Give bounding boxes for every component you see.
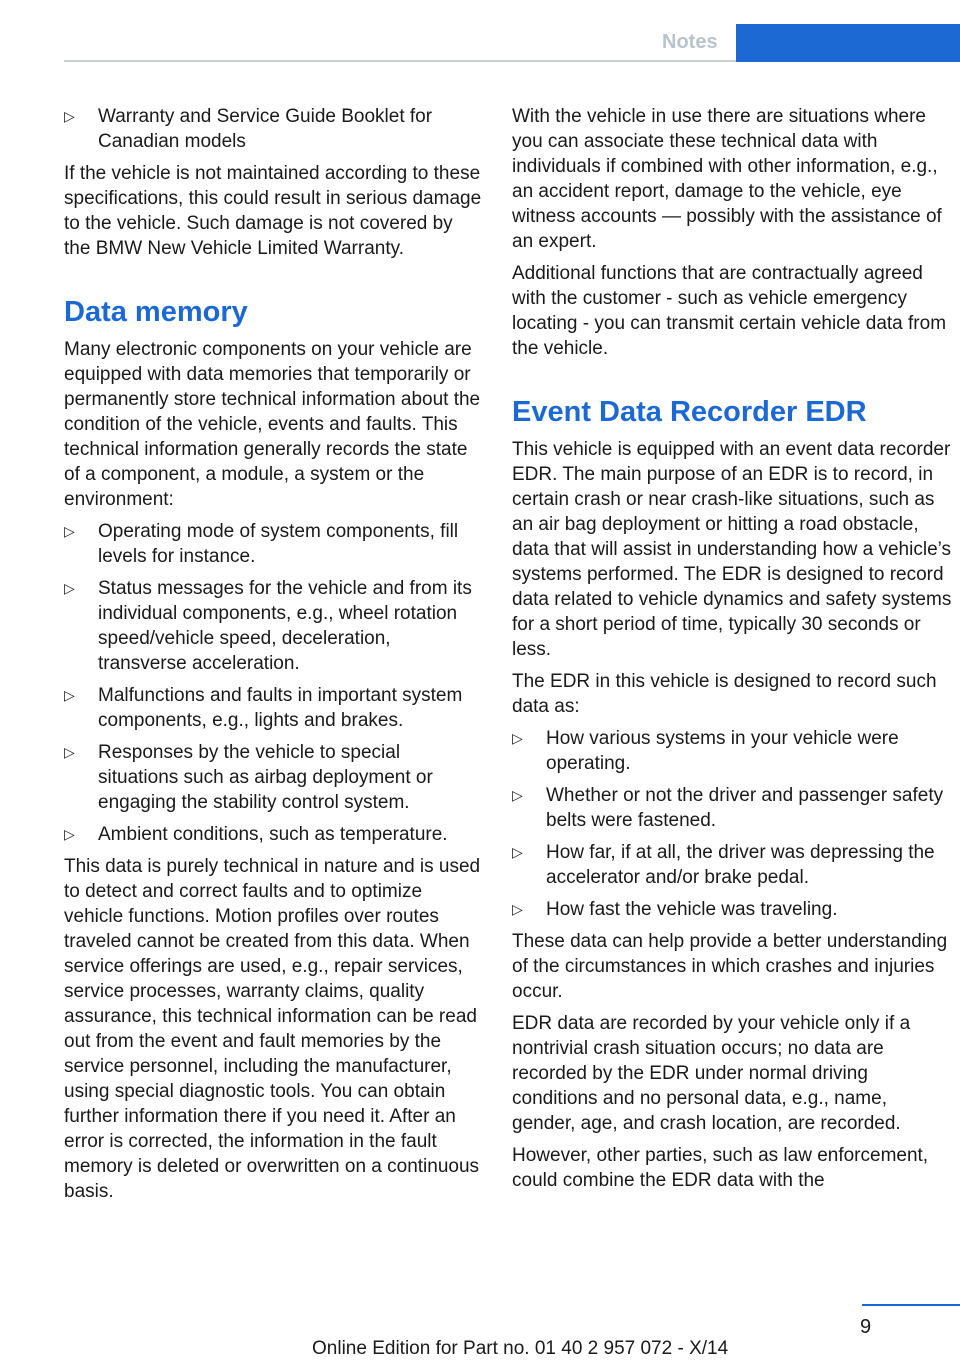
paragraph-association: With the vehicle in use there are situations where you can associate these technical data with individuals if combined with other information, e.g., an accident report, damage to the vehicle, eye witness accounts — possibly with the assistance of an expert. [512,106,942,252]
triangle-bullet-icon: ▷ [512,787,523,803]
list-item: ▷ Responses by the vehicle to special situations such as airbag deployment or engaging the stability control system. [64,742,433,813]
bullet-list-top [64,104,482,154]
list-item: ▷ How far, if at all, the driver was depressing the accelerator and/or brake pedal. [512,842,935,888]
page-number: 9 [860,1316,872,1338]
list-item: ▷ How various systems in your vehicle were operating. [512,728,899,774]
section-label: Notes [662,31,718,53]
heading-data-memory: Data memory [64,296,248,328]
bullet-list-data-memory [64,519,482,847]
paragraph-warranty: If the vehicle is not maintained according to these specifications, this could result in serious damage to the vehicle. Such damage is not covered by the BMW New Vehicle Limited Warranty. [64,163,482,259]
bullet-list-edr [512,726,952,922]
triangle-bullet-icon: ▷ [64,523,75,539]
paragraph-data-memory-intro: Many electronic components on your vehicle are equipped with data memories that temporarily or permanently store technical information about the condition of the vehicle, events and faults. This technical information generally records the state of a component, a module, a system or the environment: [64,339,481,510]
right-column [512,104,952,1200]
paragraph-understanding: These data can help provide a better understanding of the circumstances in which crashes and injuries occur. [512,931,948,1002]
triangle-bullet-icon: ▷ [512,901,523,917]
header-rule [64,60,736,62]
list-item: ▷ Malfunctions and faults in important system components, e.g., lights and brakes. [64,685,463,731]
triangle-bullet-icon: ▷ [64,744,75,760]
triangle-bullet-icon: ▷ [512,730,523,746]
heading-event-data-recorder: Event Data Recorder EDR [512,396,867,428]
paragraph-technical-data: This data is purely technical in nature and is used to detect and correct faults and to optimize vehicle functions. Motion profiles over routes traveled cannot be created from this data. When service offerings are used, e.g., repair services, service processes, warranty claims, quality assurance, this technical information can be read out from the event and fault memories by the service personnel, including the manufacturer, using special diagnostic tools. You can obtain further information there if you need it. After an error is corrected, the information in the fault memory is deleted or overwritten on a continuous basis. [64,856,481,1202]
list-item: ▷ Ambient conditions, such as temperature. [64,824,448,845]
triangle-bullet-icon: ▷ [64,580,75,596]
footer-rule [862,1304,960,1306]
header-accent-bar [736,24,960,62]
paragraph-recorded: EDR data are recorded by your vehicle only if a nontrivial crash situation occurs; no data are recorded by the EDR under normal driving conditions and no personal data, e.g., name, gender, age, and crash location, are recorded. [512,1013,911,1134]
list-item: ▷ Whether or not the driver and passenger safety belts were fastened. [512,785,944,831]
paragraph-edr-record: The EDR in this vehicle is designed to record such data as: [512,671,937,717]
list-item: ▷ Warranty and Service Guide Booklet for Canadian models [64,106,433,152]
list-item: ▷ Operating mode of system components, fill levels for instance. [64,521,459,567]
list-item: ▷ How fast the vehicle was traveling. [512,899,838,920]
triangle-bullet-icon: ▷ [512,844,523,860]
triangle-bullet-icon: ▷ [64,826,75,842]
edition-footer: Online Edition for Part no. 01 40 2 957 072 - X/14 [312,1338,729,1359]
triangle-bullet-icon: ▷ [64,687,75,703]
triangle-bullet-icon: ▷ [64,108,75,124]
paragraph-other-parties: However, other parties, such as law enforcement, could combine the EDR data with the [512,1145,929,1191]
paragraph-additional-functions: Additional functions that are contractually agreed with the customer - such as vehicle emergency locating - you can transmit certain vehicle data from the vehicle. [512,263,947,359]
list-item: ▷ Status messages for the vehicle and from its individual components, e.g., wheel rotation speed/vehicle speed, deceleration, transverse acceleration. [64,578,472,674]
paragraph-edr-intro: This vehicle is equipped with an event data recorder EDR. The main purpose of an EDR is to record, in certain crash or near crash-like situations, such as an air bag deployment or hitting a road obstacle, data that will assist in understanding how a vehicle’s systems performed. The EDR is designed to record data related to vehicle dynamics and safety systems for a short period of time, typically 30 seconds or less. [512,439,952,660]
left-column [64,104,482,1211]
